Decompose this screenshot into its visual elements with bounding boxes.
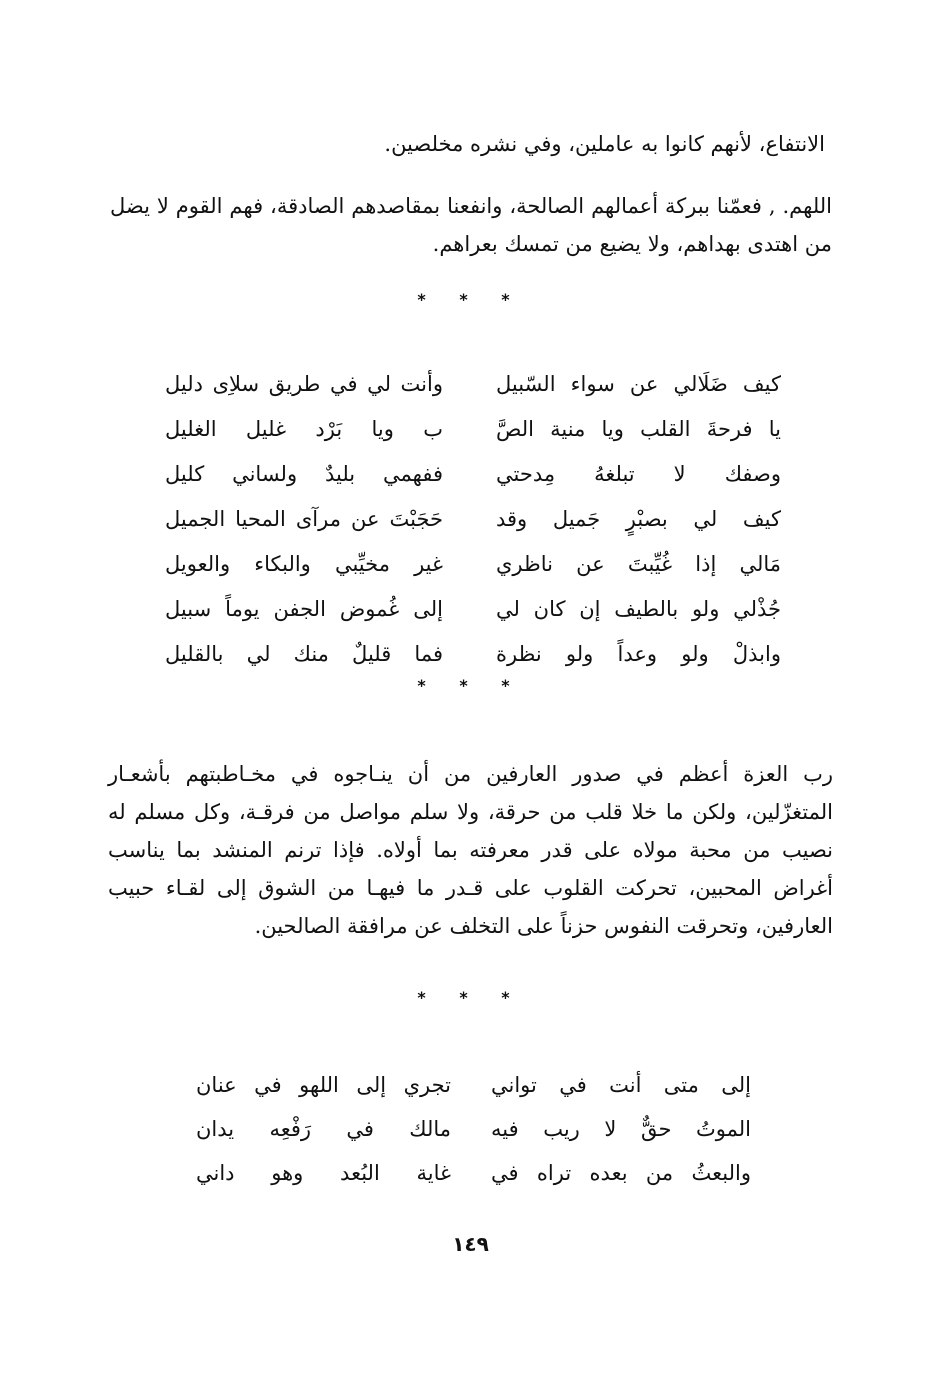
verse-second-hemistich: ب ويا بَرْد غليل الغليل xyxy=(165,417,443,441)
paragraph-2: اللهم. , فعمّنا ببركة أعمالهم الصالحة، وانفعنا بمقاصدهم الصادقة، فهم القوم لا يضل من اهتدى بهداهم، ولا يضيع من تمسك بعراهم. xyxy=(110,194,832,256)
verse-second-hemistich: مالك في رَفْعِه يدان xyxy=(196,1117,451,1141)
verse-first-hemistich: جُذْلي ولو بالطيف إن كان لي xyxy=(496,597,781,621)
poem-1 xyxy=(165,362,781,677)
verse-second-hemistich: غاية البُعد وهو داني xyxy=(196,1161,451,1185)
verse-second-hemistich: ففهمي بليدٌ ولساني كليل xyxy=(165,462,443,486)
poem-2 xyxy=(196,1063,751,1195)
verse-first-hemistich: وصفك لا تبلغهُ مِدحتي xyxy=(496,462,781,486)
verse-second-hemistich: تجري إلى اللهو في عنان xyxy=(196,1073,451,1097)
poem-verse xyxy=(165,632,781,677)
paragraph-3: رب العزة أعظم في صدور العارفين من أن ينـاجوه في مخـاطبتهم بأشعـار المتغزّلين، ولكن ما خلا قلب من حرقة، ولا سلم مواصل من فرقـة، وكل مسلم له نصيب من محبة مولاه على قدر معرفته بما أولاه. فإذا ترنم المنشد بما يناسب أغراض المحبين، تحركت القلوب على قـدر ما فيهـا من الشوق إلى لقـاء حبيب العارفين، وتحرقت النفوس حزناً على التخلف عن مرافقة الصالحين. xyxy=(108,762,833,938)
verse-first-hemistich: كيف لي بصبْرٍ جَميل وقد xyxy=(496,507,781,531)
verse-second-hemistich: إلى غُموض الجفن يوماً سبيل xyxy=(165,597,443,621)
poem-verse xyxy=(165,452,781,497)
poem-verse xyxy=(165,587,781,632)
verse-first-hemistich: كيف ضَلَالي عن سواء السّبيل xyxy=(496,372,781,396)
verse-first-hemistich: والبعثُ من بعده تراه في xyxy=(491,1161,751,1185)
verse-first-hemistich: وابذلْ ولو وعداً ولو نظرة xyxy=(496,642,781,666)
poem-verse xyxy=(165,542,781,587)
poem-verse xyxy=(165,497,781,542)
poem-verse xyxy=(165,407,781,452)
poem-verse xyxy=(196,1063,751,1107)
page-number: ١٤٩ xyxy=(452,1232,489,1256)
verse-first-hemistich: مَالي إذا غُيِّبتَ عن ناظري xyxy=(496,552,781,576)
verse-first-hemistich: الموتُ حقٌّ لا ريب فيه xyxy=(491,1117,751,1141)
section-separator: * * * xyxy=(417,676,524,695)
verse-second-hemistich: فما قليلٌ منك لي بالقليل xyxy=(165,642,443,666)
paragraph-1: الانتفاع، لأنهم كانوا به عاملين، وفي نشره مخلصين. xyxy=(384,132,825,156)
verse-first-hemistich: إلى متى أنت في تواني xyxy=(491,1073,751,1097)
verse-first-hemistich: يا فرحةَ القلب ويا منية الصَّ xyxy=(496,417,781,441)
verse-second-hemistich: وأنت لي في طريق سلاِى دليل xyxy=(165,372,443,396)
section-separator: * * * xyxy=(417,290,524,309)
verse-second-hemistich: حَجَبْتَ عن مرآى المحيا الجميل xyxy=(165,507,443,531)
poem-verse xyxy=(196,1107,751,1151)
poem-verse xyxy=(165,362,781,407)
poem-verse xyxy=(196,1151,751,1195)
verse-second-hemistich: غير مخيِّبي والبكاء والعويل xyxy=(165,552,443,576)
section-separator: * * * xyxy=(417,988,524,1007)
